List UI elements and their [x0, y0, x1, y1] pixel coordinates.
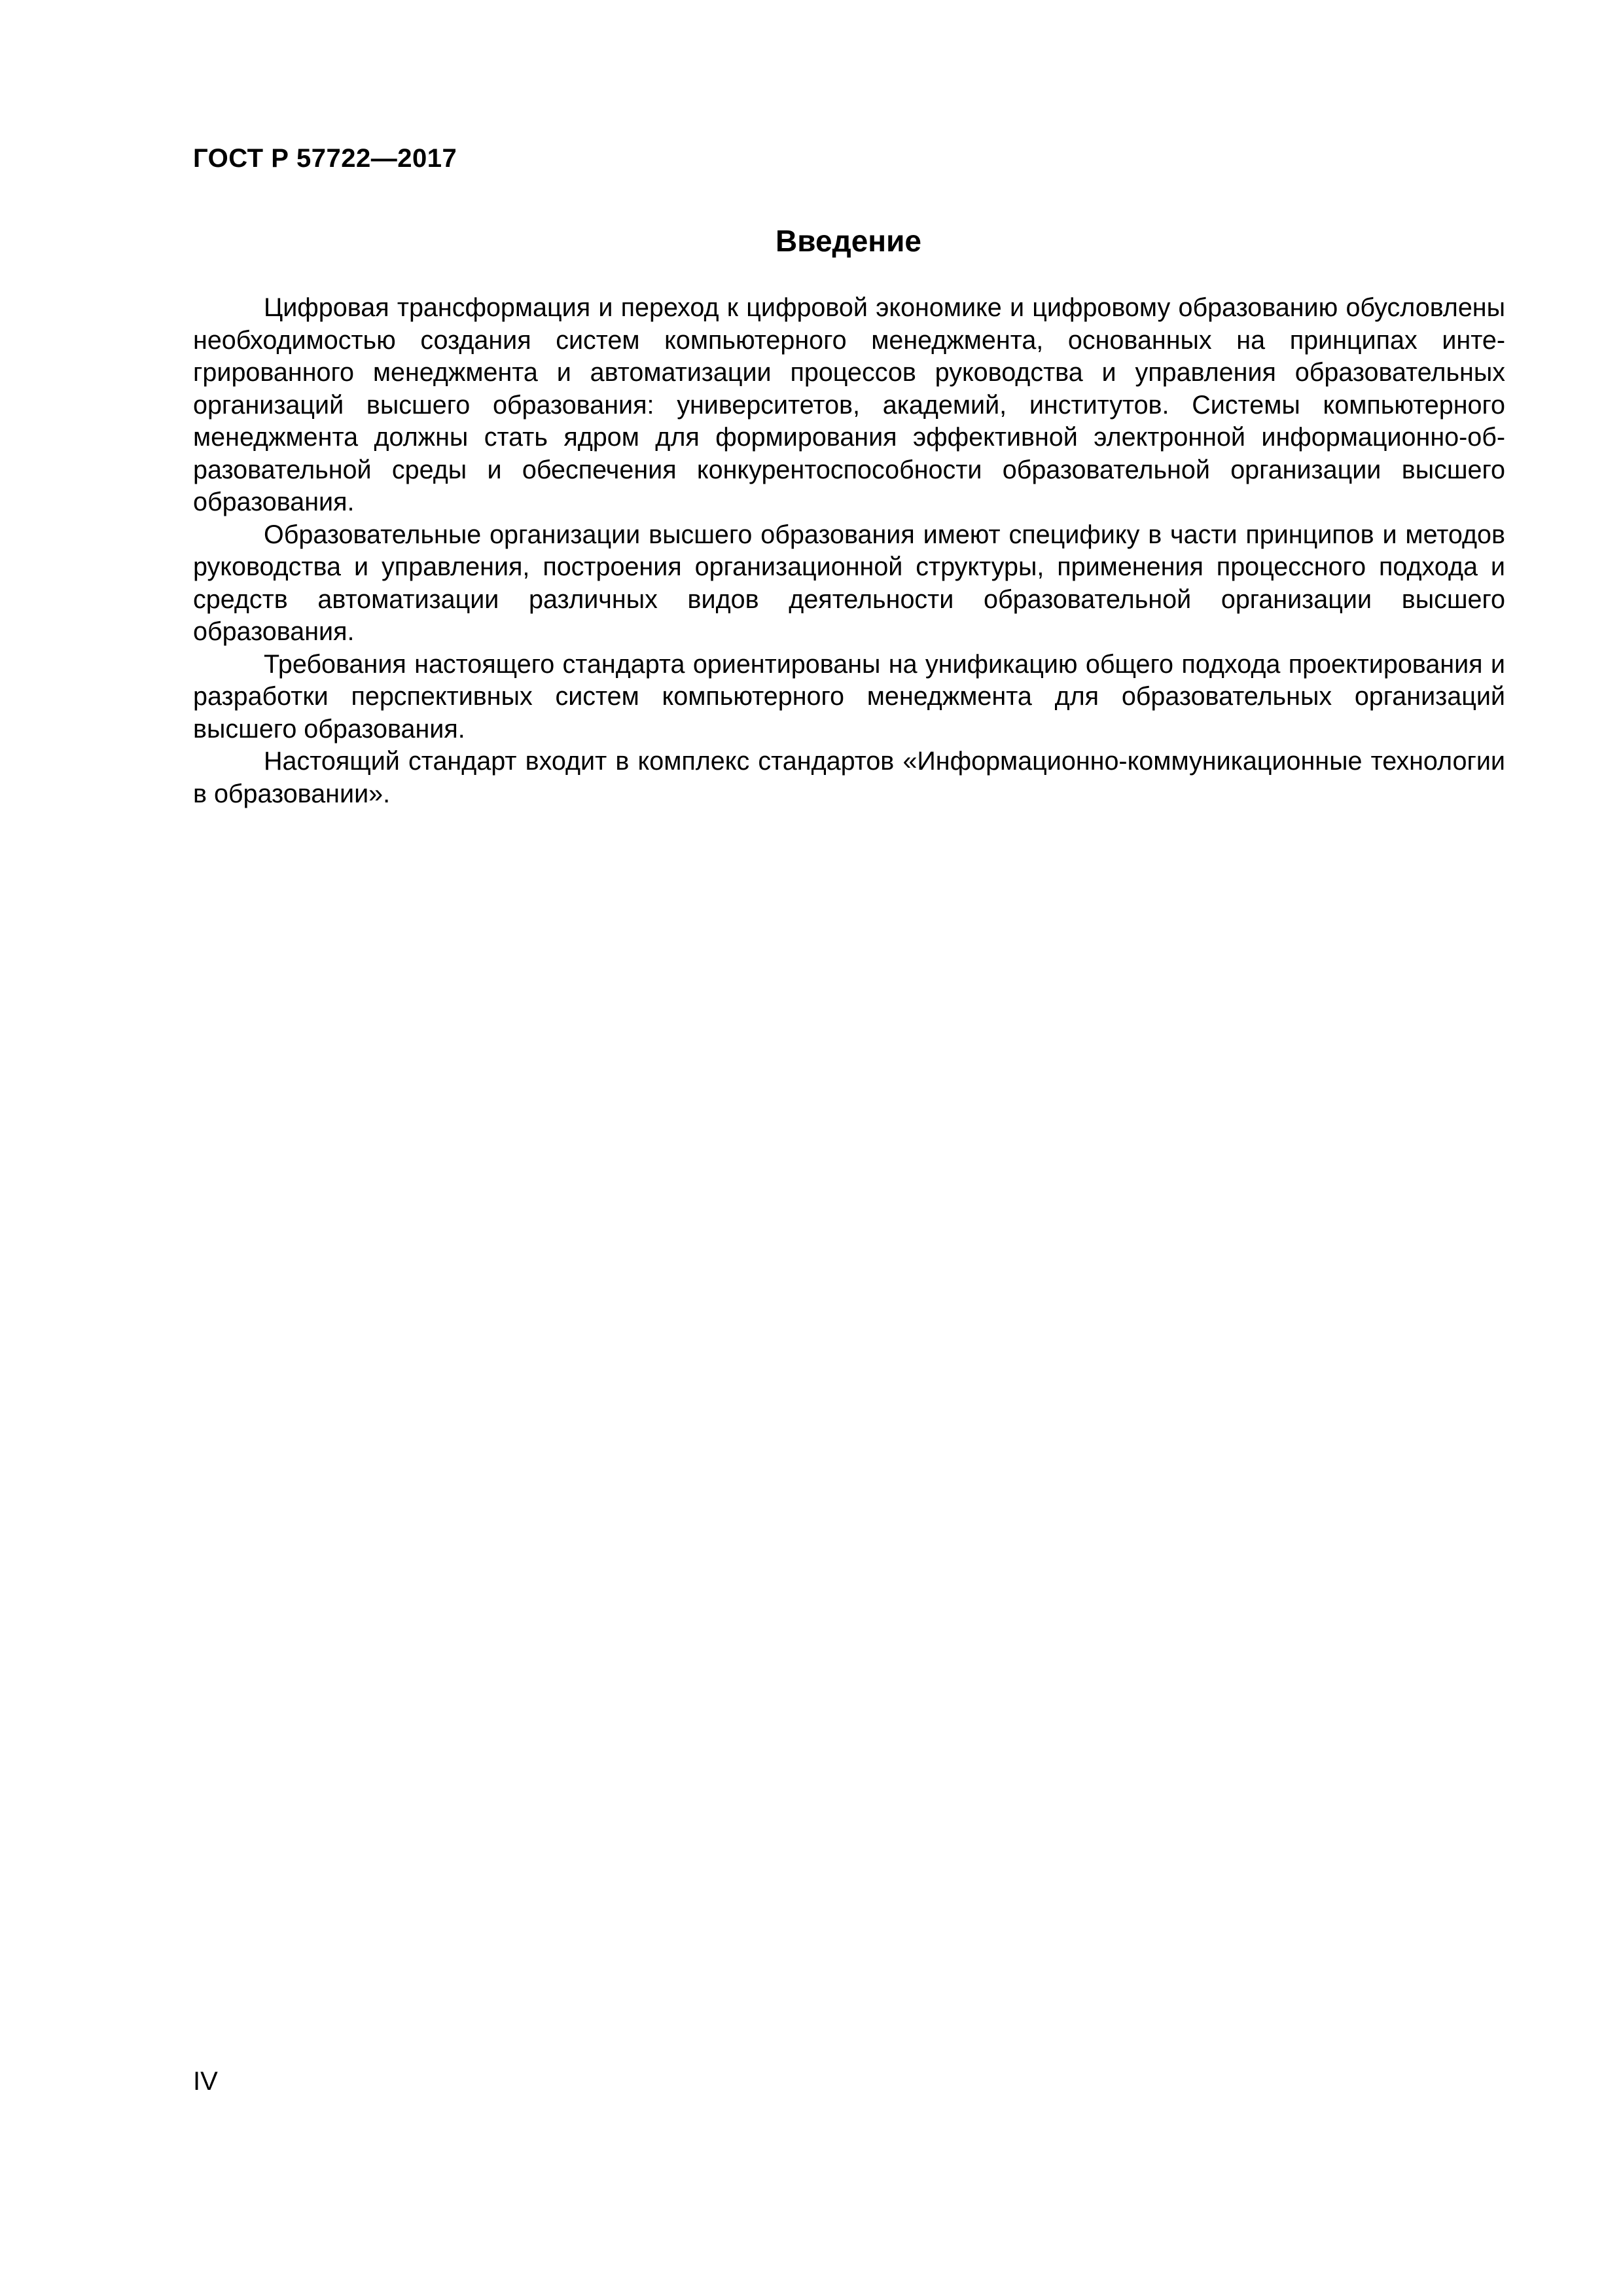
- paragraph-1: Цифровая трансформация и переход к цифровой экономике и цифровому образованию обусловлены необходимостью создания систем компьютерного менеджмента, основанных на принципах интегрированного менеджмента и автоматизации процессов руководства и управления образовательных организаций высшего образования: университетов, академий, институтов. Системы компьютерного менеджмента должны стать ядром для формирования эффективной электронной информационно-образовательной среды и обеспечения конкурентоспособности образовательной организации высшего образования.: [193, 293, 1505, 516]
- paragraph-4: Настоящий стандарт входит в комплекс стандартов «Информационно-коммуникационные технологии в образовании».: [193, 747, 1505, 808]
- page-number: IV: [193, 2067, 218, 2096]
- document-header-id: ГОСТ Р 57722—2017: [193, 144, 457, 173]
- paragraph-2: Образовательные организации высшего образования имеют специфику в части принципов и методов руководства и управления, построения организационной структуры, применения процессного подхода и средств автоматизации различных видов деятельности образовательной организации высшего образования.: [193, 520, 1505, 646]
- section-title: Введение: [776, 224, 921, 258]
- body-text: [193, 292, 1505, 810]
- paragraph-3: Требования настоящего стандарта ориентированы на унификацию общего подхода проектирования и разработки перспективных систем компьютерного менеджмента для образовательных организаций высшего образования.: [193, 649, 1505, 744]
